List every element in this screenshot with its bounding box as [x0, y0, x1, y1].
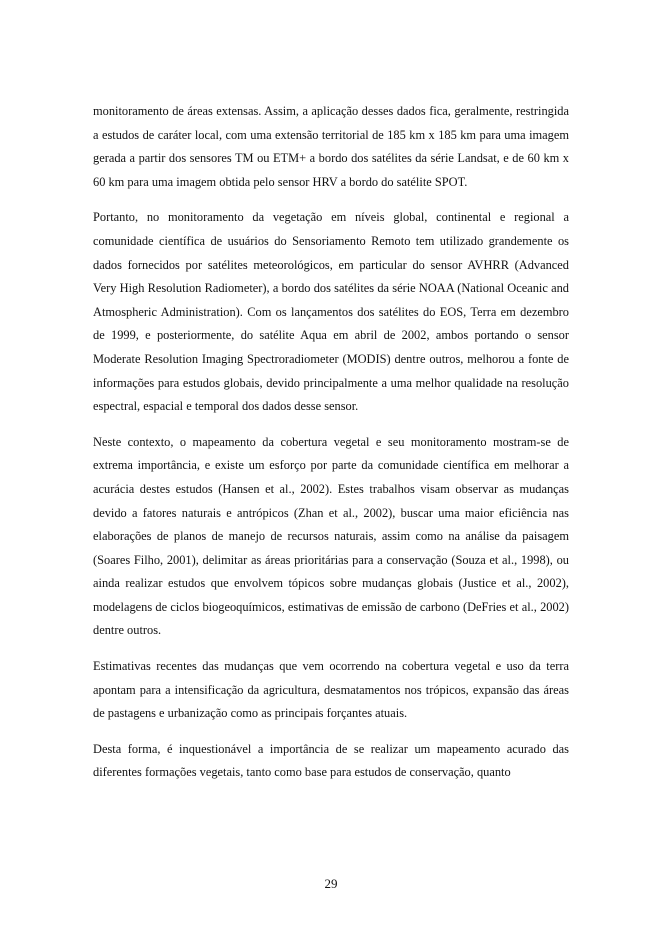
paragraph-1: monitoramento de áreas extensas. Assim, a aplicação desses dados fica, geralmente, restringida a estudos de caráter local, com uma extensão territorial de 185 km x 185 km para uma imagem gerada a partir dos sensores TM ou ETM+ a bordo dos satélites da série Landsat, e de 60 km x 60 km para uma imagem obtida pelo sensor HRV a bordo do satélite SPOT.: [93, 104, 569, 189]
paragraph-3: Neste contexto, o mapeamento da cobertura vegetal e seu monitoramento mostram-se de extrema importância, e existe um esforço por parte da comunidade científica em melhorar a acurácia destes estudos (Hansen et al., 2002). Estes trabalhos visam observar as mudanças devido a fatores naturais e antrópicos (Zhan et al., 2002), buscar uma maior eficiência nas elaborações de planos de manejo de recursos naturais, assim como na análise da paisagem (Soares Filho, 2001), delimitar as áreas prioritárias para a conservação (Souza et al., 1998), ou ainda realizar estudos que envolvem tópicos sobre mudanças globais (Justice et al., 2002), modelagens de ciclos biogeoquímicos, estimativas de emissão de carbono (DeFries et al., 2002) dentre outros.: [93, 434, 569, 638]
paragraph-2: Portanto, no monitoramento da vegetação em níveis global, continental e regional a comunidade científica de usuários do Sensoriamento Remoto tem utilizado grandemente os dados fornecidos por satélites meteorológicos, em particular do sensor AVHRR (Advanced Very High Resolution Radiometer), a bordo dos satélites da série NOAA (National Oceanic and Atmospheric Administration). Com os lançamentos dos satélites do EOS, Terra em dezembro de 1999, e posteriormente, do satélite Aqua em abril de 2002, ambos portando o sensor Moderate Resolution Imaging Spectroradiometer (MODIS) dentre outros, melhorou a fonte de informações para estudos globais, devido principalmente a uma melhor qualidade na resolução espectral, espacial e temporal dos dados desse sensor.: [93, 210, 569, 414]
paragraph-5: Desta forma, é inquestionável a importância de se realizar um mapeamento acurado das diferentes formações vegetais, tanto como base para estudos de conservação, quanto: [93, 741, 569, 780]
paragraph-4: Estimativas recentes das mudanças que vem ocorrendo na cobertura vegetal e uso da terra apontam para a intensificação da agricultura, desmatamentos nos trópicos, expansão das áreas de pastagens e urbanização como as principais forçantes atuais.: [93, 659, 569, 721]
page-number: 29: [324, 876, 338, 891]
page-body: [93, 100, 569, 797]
